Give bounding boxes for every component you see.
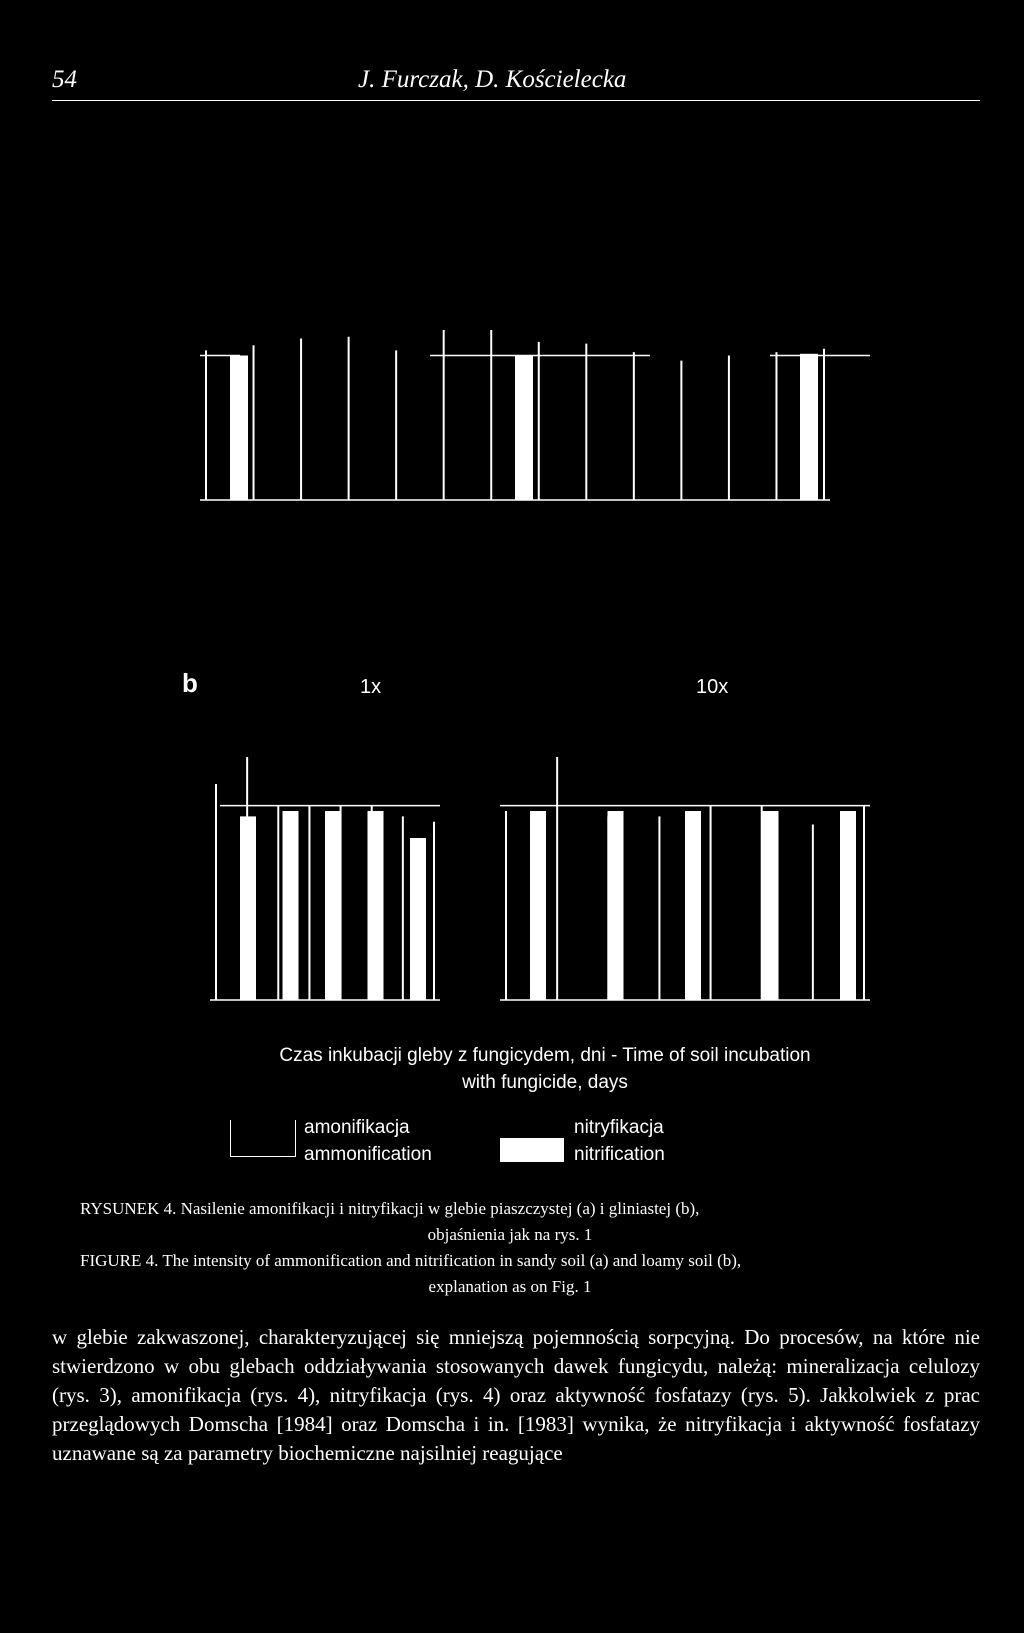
nitrification-bar xyxy=(840,811,856,1000)
caption-en-label: FIGURE 4. xyxy=(80,1251,159,1270)
running-header xyxy=(52,66,980,101)
x-axis-label-line2: with fungicide, days xyxy=(462,1072,628,1093)
nitrification-bar xyxy=(230,356,248,501)
legend-ammonification-pl: amonifikacja xyxy=(304,1117,410,1138)
legend-swatch-filled xyxy=(500,1138,564,1162)
nitrification-bar xyxy=(368,811,384,1000)
nitrification-bar xyxy=(530,811,546,1000)
panel-b-letter: b xyxy=(182,668,198,698)
nitrification-bar xyxy=(763,811,779,1000)
caption-pl-line1: Nasilenie amonifikacji i nitryfikacji w glebie piaszczystej (a) i gliniastej (b), xyxy=(180,1199,700,1218)
nitrification-bar xyxy=(240,816,256,1000)
nitrification-bar xyxy=(800,354,818,500)
body-paragraph: w glebie zakwaszonej, charakteryzującej się mniejszą pojemnością sorpcyjną. Do procesów, na które nie stwierdzono w obu glebach oddziaływania stosowanych dawek fungicydu, należą: mineralizacja celulozy (rys. 3), amonifikacja (rys. 4), nitryfikacja (rys. 4) oraz aktywność fosfatazy (rys. 5). Jakkolwiek z prac przeglądowych Domscha [1984] oraz Domscha i in. [1983] wynika, że nitryfikacja i aktywność fosfatazy uznawane są za parametry biochemiczne najsilniej reagujące xyxy=(52,1325,980,1465)
x-axis-label xyxy=(120,1042,970,1096)
nitrification-bar xyxy=(283,811,299,1000)
legend-ammonification-en: ammonification xyxy=(304,1144,432,1165)
caption-pl-line2: objaśnienia jak na rys. 1 xyxy=(427,1225,593,1244)
nitrification-bar xyxy=(685,811,701,1000)
chart-panel-a xyxy=(0,160,1024,540)
figure-caption-en xyxy=(80,1248,960,1300)
legend-swatch-outline xyxy=(230,1120,296,1157)
legend-nitrification-pl: nitryfikacja xyxy=(574,1117,664,1138)
figure-caption-pl xyxy=(80,1196,960,1248)
caption-pl-label: RYSUNEK 4. xyxy=(80,1199,177,1218)
group-label-10x: 10x xyxy=(696,676,729,698)
running-head-authors: J. Furczak, D. Kościelecka xyxy=(358,66,627,93)
nitrification-bar xyxy=(515,356,533,501)
nitrification-bar xyxy=(608,811,624,1000)
page-number: 54 xyxy=(52,66,77,93)
nitrification-bar xyxy=(410,838,426,1000)
legend-nitrification-en: nitrification xyxy=(574,1144,665,1165)
caption-en-line1: The intensity of ammonification and nitrification in sandy soil (a) and loamy soil (b), xyxy=(162,1251,742,1270)
chart-panel-b xyxy=(0,660,1024,1010)
nitrification-bar xyxy=(325,811,341,1000)
x-axis-label-line1: Czas inkubacji gleby z fungicydem, dni - Time of soil incubation xyxy=(279,1045,811,1066)
caption-en-line2: explanation as on Fig. 1 xyxy=(428,1277,592,1296)
group-label-1x: 1x xyxy=(360,676,382,698)
